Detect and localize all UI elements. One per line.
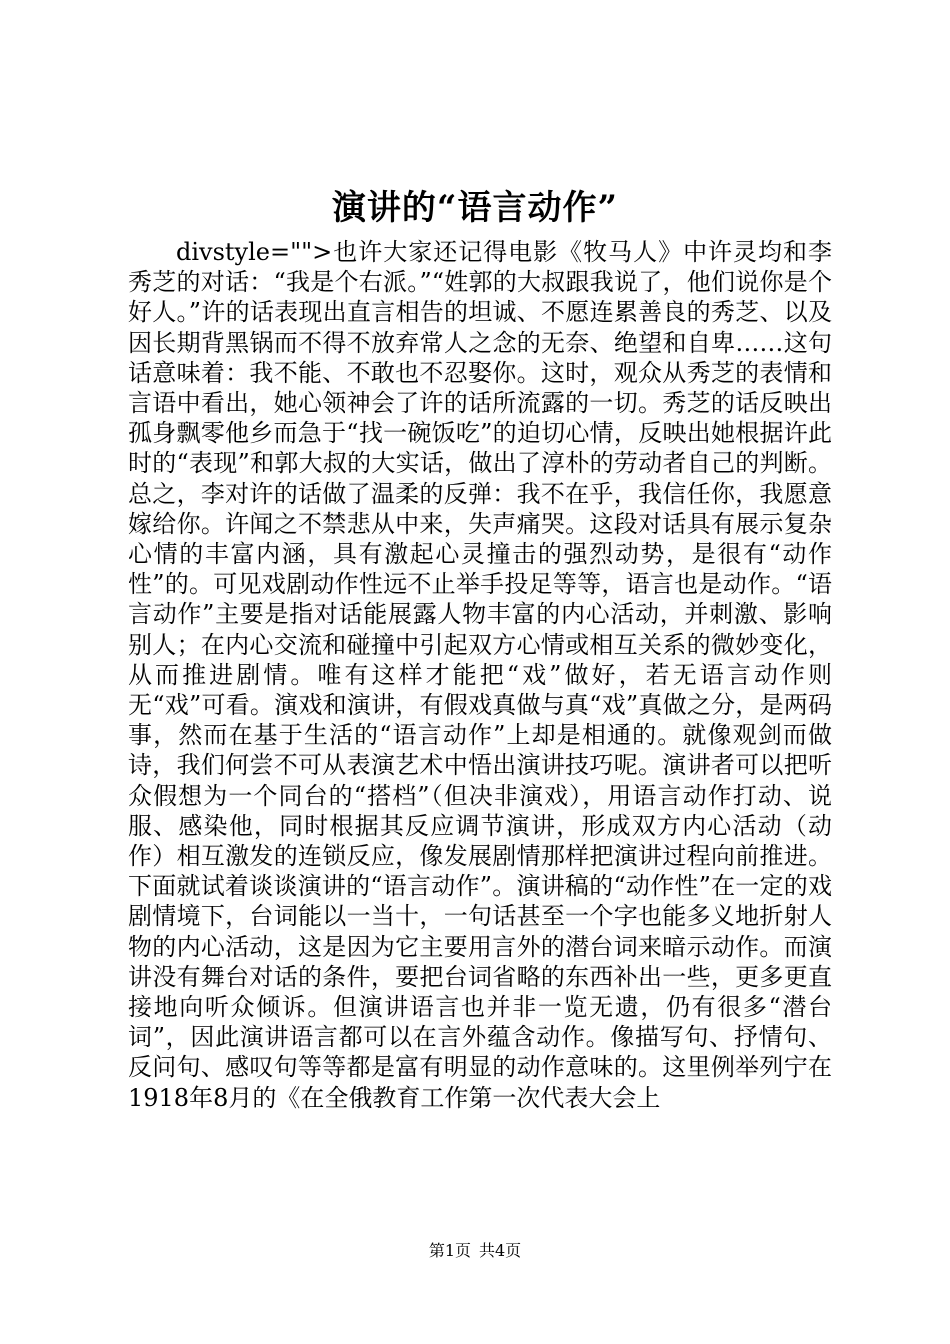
document-body: divstyle="">也许大家还记得电影《牧马人》中许灵均和李秀芝的对话：“我是个右派。”“姓郭的大叔跟我说了，他们说你是个好人。”许的话表现出直言相告的坦诚、不愿连累善良的秀芝、以及因长期背黑锅而不得不放弃常人之念的无奈、绝望和自卑……这句话意味着：我不能、不敢也不忍娶你。这时，观众从秀芝的表情和言语中看出，她心领神会了许的话所流露的一切。秀芝的话反映出孤身飘零他乡而急于“找一碗饭吃”的迫切心情，反映出她根据许此时的“表现”和郭大叔的大实话，做出了淳朴的劳动者自己的判断。总之，李对许的话做了温柔的反弹：我不在乎，我信任你，我愿意嫁给你。许闻之不禁悲从中来，失声痛哭。这段对话具有展示复杂心情的丰富内涵，具有激起心灵撞击的强烈动势，是很有“动作性”的。可见戏剧动作性远不止举手投足等等，语言也是动作。“语言动作”主要是指对话能展露人物丰富的内心活动，并刺激、影响别人；在内心交流和碰撞中引起双方心情或相互关系的微妙变化，从而推进剧情。唯有这样才能把“戏”做好，若无语言动作则无“戏”可看。演戏和演讲，有假戏真做与真“戏”真做之分，是两码事，然而在基于生活的“语言动作”上却是相通的。就像观剑而做诗，我们何尝不可从表演艺术中悟出演讲技巧呢。演讲者可以把听众假想为一个同台的“搭档”（但决非演戏），用语言动作打动、说服、感染他，同时根据其反应调节演讲，形成双方内心活动（动作）相互激发的连锁反应，像发展剧情那样把演讲过程向前推进。下面就试着谈谈演讲的“语言动作”。演讲稿的“动作性”在一定的戏剧情境下，台词能以一当十，一句话甚至一个字也能多义地折射人物的内心活动，这是因为它主要用言外的潜台词来暗示动作。而演讲没有舞台对话的条件，要把台词省略的东西补出一些，更多更直接地向听众倾诉。但演讲语言也并非一览无遗，仍有很多“潜台词”，因此演讲语言都可以在言外蕴含动作。像描写句、抒情句、反问句、感叹句等等都是富有明显的动作意味的。这里例举列宁在1918年8月的《在全俄教育工作第一次代表大会上 (128, 238, 832, 1112)
document-title: 演讲的“语言动作” (331, 188, 619, 228)
page-number: 第1页 (428, 1241, 471, 1260)
page-footer (0, 1240, 950, 1262)
page-total: 共4页 (479, 1241, 522, 1260)
